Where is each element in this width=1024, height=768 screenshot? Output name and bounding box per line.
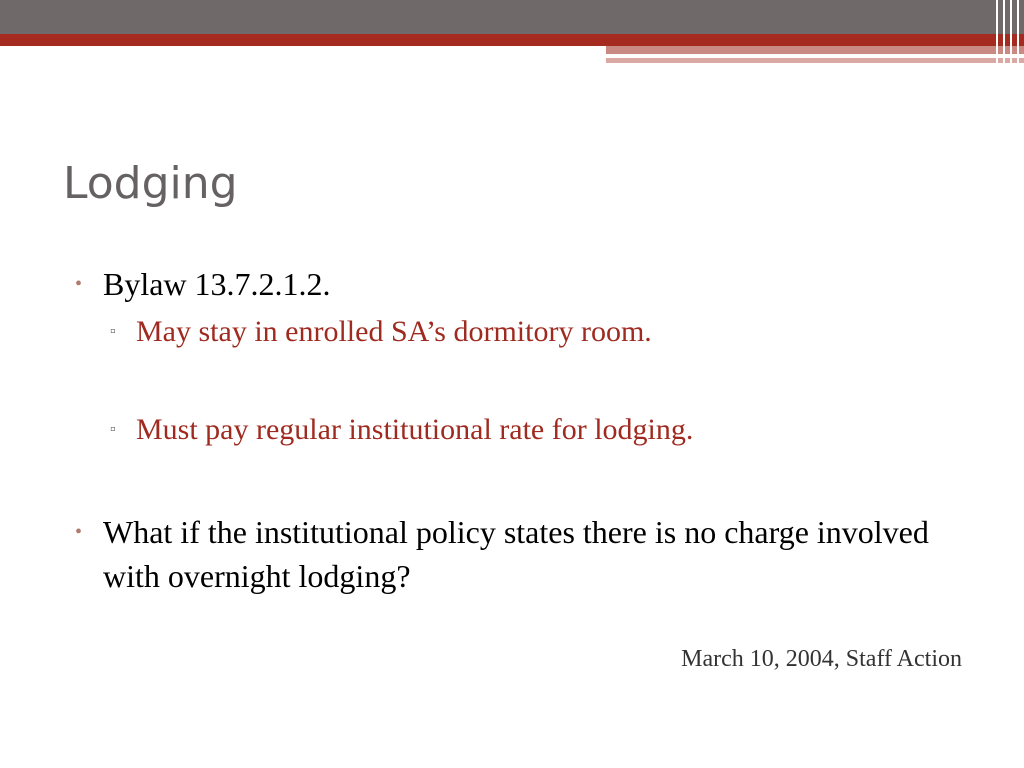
top-banner-line-2 bbox=[606, 64, 826, 66]
banner-stripe bbox=[1003, 0, 1005, 72]
top-banner-red-light bbox=[606, 46, 1024, 54]
slide-title: Lodging bbox=[63, 158, 238, 209]
sub-bullet-icon: ▫ bbox=[110, 323, 116, 340]
top-banner-red-light-2 bbox=[606, 58, 1024, 63]
top-banner-line bbox=[606, 55, 946, 57]
bullet-icon: • bbox=[75, 273, 83, 295]
top-banner-red bbox=[0, 34, 1024, 46]
banner-stripe bbox=[1010, 0, 1012, 72]
footnote: March 10, 2004, Staff Action bbox=[681, 646, 962, 672]
banner-stripe bbox=[996, 0, 998, 72]
sub-bullet-icon: ▫ bbox=[110, 421, 116, 438]
sub-bullet-text: Must pay regular institutional rate for lodging. bbox=[136, 413, 694, 446]
bullet-text: Bylaw 13.7.2.1.2. bbox=[103, 266, 331, 302]
bullet-icon: • bbox=[75, 521, 83, 543]
sub-bullet-text: May stay in enrolled SA’s dormitory room. bbox=[136, 315, 652, 348]
banner-stripe bbox=[1017, 0, 1019, 72]
top-banner-gray bbox=[0, 0, 1024, 34]
bullet-text: What if the institutional policy states there is no charge involved with overnight lodging? bbox=[103, 514, 929, 594]
